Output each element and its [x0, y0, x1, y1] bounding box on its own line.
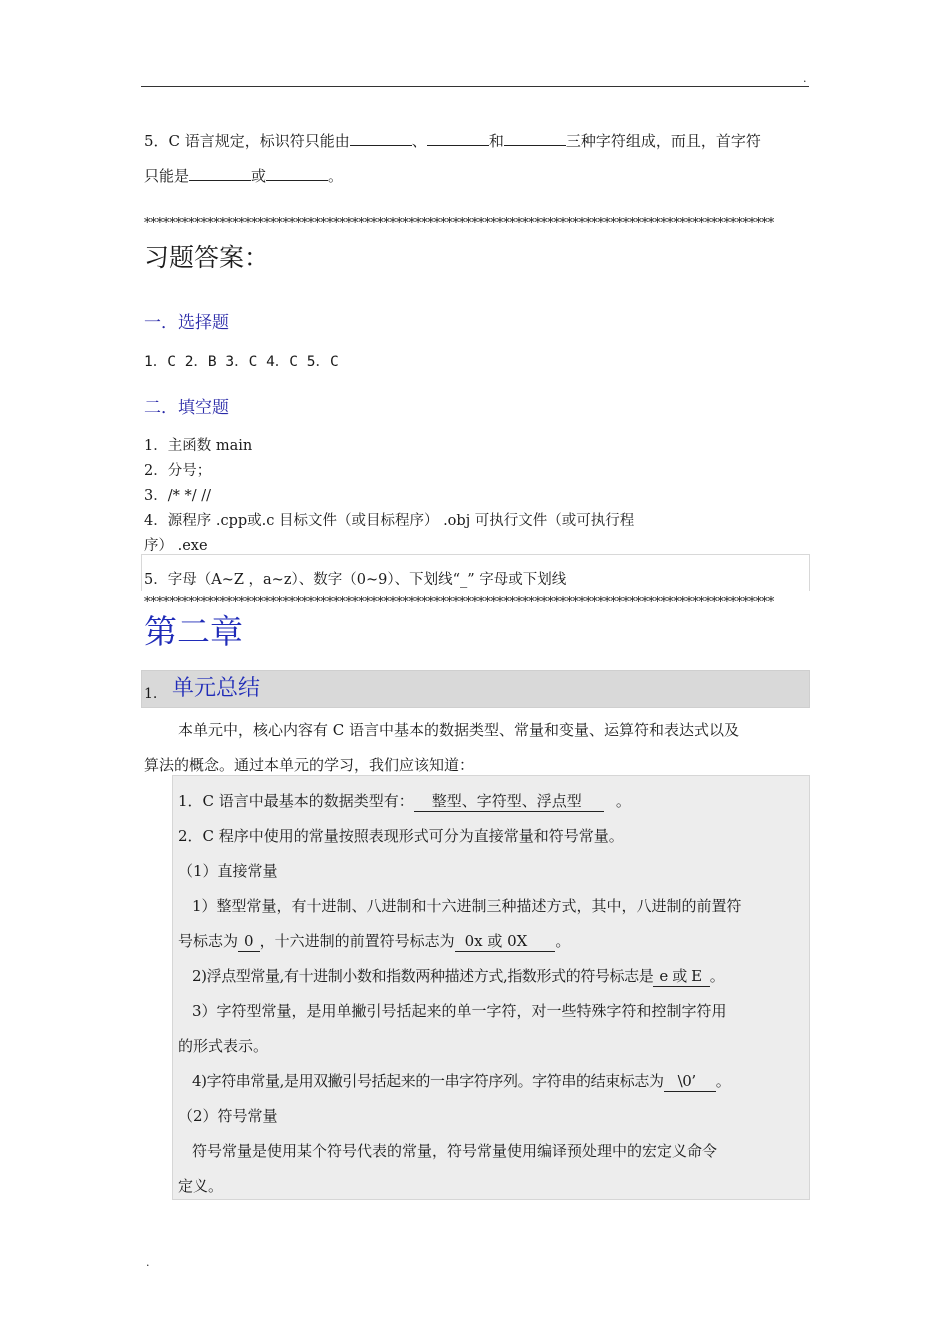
q5-sep: 、 — [411, 132, 427, 150]
summary-line-6 — [192, 966, 724, 987]
summary-line-2: 2．C 程序中使用的常量按照表现形式可分为直接常量和符号常量。 — [178, 827, 624, 845]
fill-answer-5: 5．字母（A~Z ，a~z）、数字（0~9）、下划线“_” 字母或下划线 — [144, 572, 567, 588]
section-fill-heading: 二．填空题 — [144, 398, 229, 418]
intro-line-2: 算法的概念。通过本单元的学习，我们应该知道： — [144, 756, 475, 774]
summary-line-9 — [192, 1071, 730, 1092]
chapter-title: 第二章 — [144, 612, 243, 651]
summary-text: 号标志为 — [178, 932, 239, 950]
unit-title: 单元总结 — [172, 676, 261, 701]
summary-line-4: 1）整型常量，有十进制、八进制和十六进制三种描述方式，其中，八进制的前置符 — [192, 897, 742, 915]
summary-end: 。 — [709, 967, 725, 985]
summary-line-8: 的形式表示。 — [178, 1037, 269, 1055]
summary-line-11: 符号常量是使用某个符号代表的常量，符号常量使用编译预处理中的宏定义命令 — [192, 1142, 718, 1160]
blank — [189, 165, 251, 181]
summary-line-1 — [178, 791, 631, 812]
summary-underlined: 0x 或 0X — [455, 931, 556, 952]
summary-line-7: 3）字符型常量，是用单撇引号括起来的单一字符，对一些特殊字符和控制字符用 — [192, 1002, 727, 1020]
q5-sep: 或 — [251, 167, 267, 185]
summary-underlined: 整型、字符型、浮点型 — [414, 791, 604, 812]
header-rule — [141, 86, 809, 87]
blank — [504, 130, 566, 146]
fill-answer-4-cont: 序） .exe — [144, 538, 208, 554]
blank — [266, 165, 328, 181]
summary-text: 1．C 语言中最基本的数据类型有： — [178, 792, 414, 810]
summary-text: ，十六进制的前置符号标志为 — [259, 932, 455, 950]
blank — [350, 130, 412, 146]
summary-line-3: （1）直接常量 — [178, 862, 278, 880]
footer-dot: . — [146, 1256, 150, 1269]
summary-line-10: （2）符号常量 — [178, 1107, 278, 1125]
fill-answer-2: 2．分号； — [144, 463, 212, 479]
q5-text: 三种字符组成，而且，首字符 — [565, 132, 761, 150]
question-5-line1 — [144, 130, 761, 151]
blank — [427, 130, 489, 146]
summary-end: 。 — [555, 932, 571, 950]
q5-sep: 和 — [488, 132, 504, 150]
intro-line-1: 本单元中，核心内容有 C 语言中基本的数据类型、常量和变量、运算符和表达式以及 — [178, 721, 740, 739]
q5-text: 只能是 — [144, 167, 190, 185]
section-choice-heading: 一．选择题 — [144, 313, 229, 333]
q5-text: 5．C 语言规定，标识符只能由 — [144, 132, 350, 150]
summary-line-5 — [178, 931, 570, 952]
q5-end: 。 — [328, 167, 344, 185]
summary-end: 。 — [615, 792, 631, 810]
unit-number: 1. — [144, 686, 158, 702]
fill-answer-3: 3．/* */ // — [144, 488, 211, 504]
fill-answer-4: 4．源程序 .cpp或.c 目标文件（或目标程序） .obj 可执行文件（或可执行程 — [144, 513, 635, 529]
answers-title: 习题答案： — [144, 243, 270, 272]
summary-text: 4)字符串常量,是用双撇引号括起来的一串字符序列。字符串的结束标志为 — [192, 1072, 664, 1090]
star-divider: **************************************************************************************************** — [144, 596, 775, 610]
summary-underlined: \0’ — [664, 1071, 716, 1092]
choice-answers: 1．C 2．B 3．C 4．C 5．C — [144, 354, 339, 370]
star-divider: **************************************************************************************************** — [144, 217, 775, 231]
summary-text: 2)浮点型常量,有十进制小数和指数两种描述方式,指数形式的符号标志是 — [192, 967, 654, 985]
header-dot: . — [803, 72, 807, 85]
fill-answer-1: 1．主函数 main — [144, 438, 253, 454]
summary-line-12: 定义。 — [178, 1177, 224, 1195]
question-5-line2 — [144, 165, 343, 186]
summary-underlined: 0 — [238, 931, 260, 952]
summary-end: 。 — [715, 1072, 731, 1090]
summary-underlined: e 或 E — [653, 966, 709, 987]
